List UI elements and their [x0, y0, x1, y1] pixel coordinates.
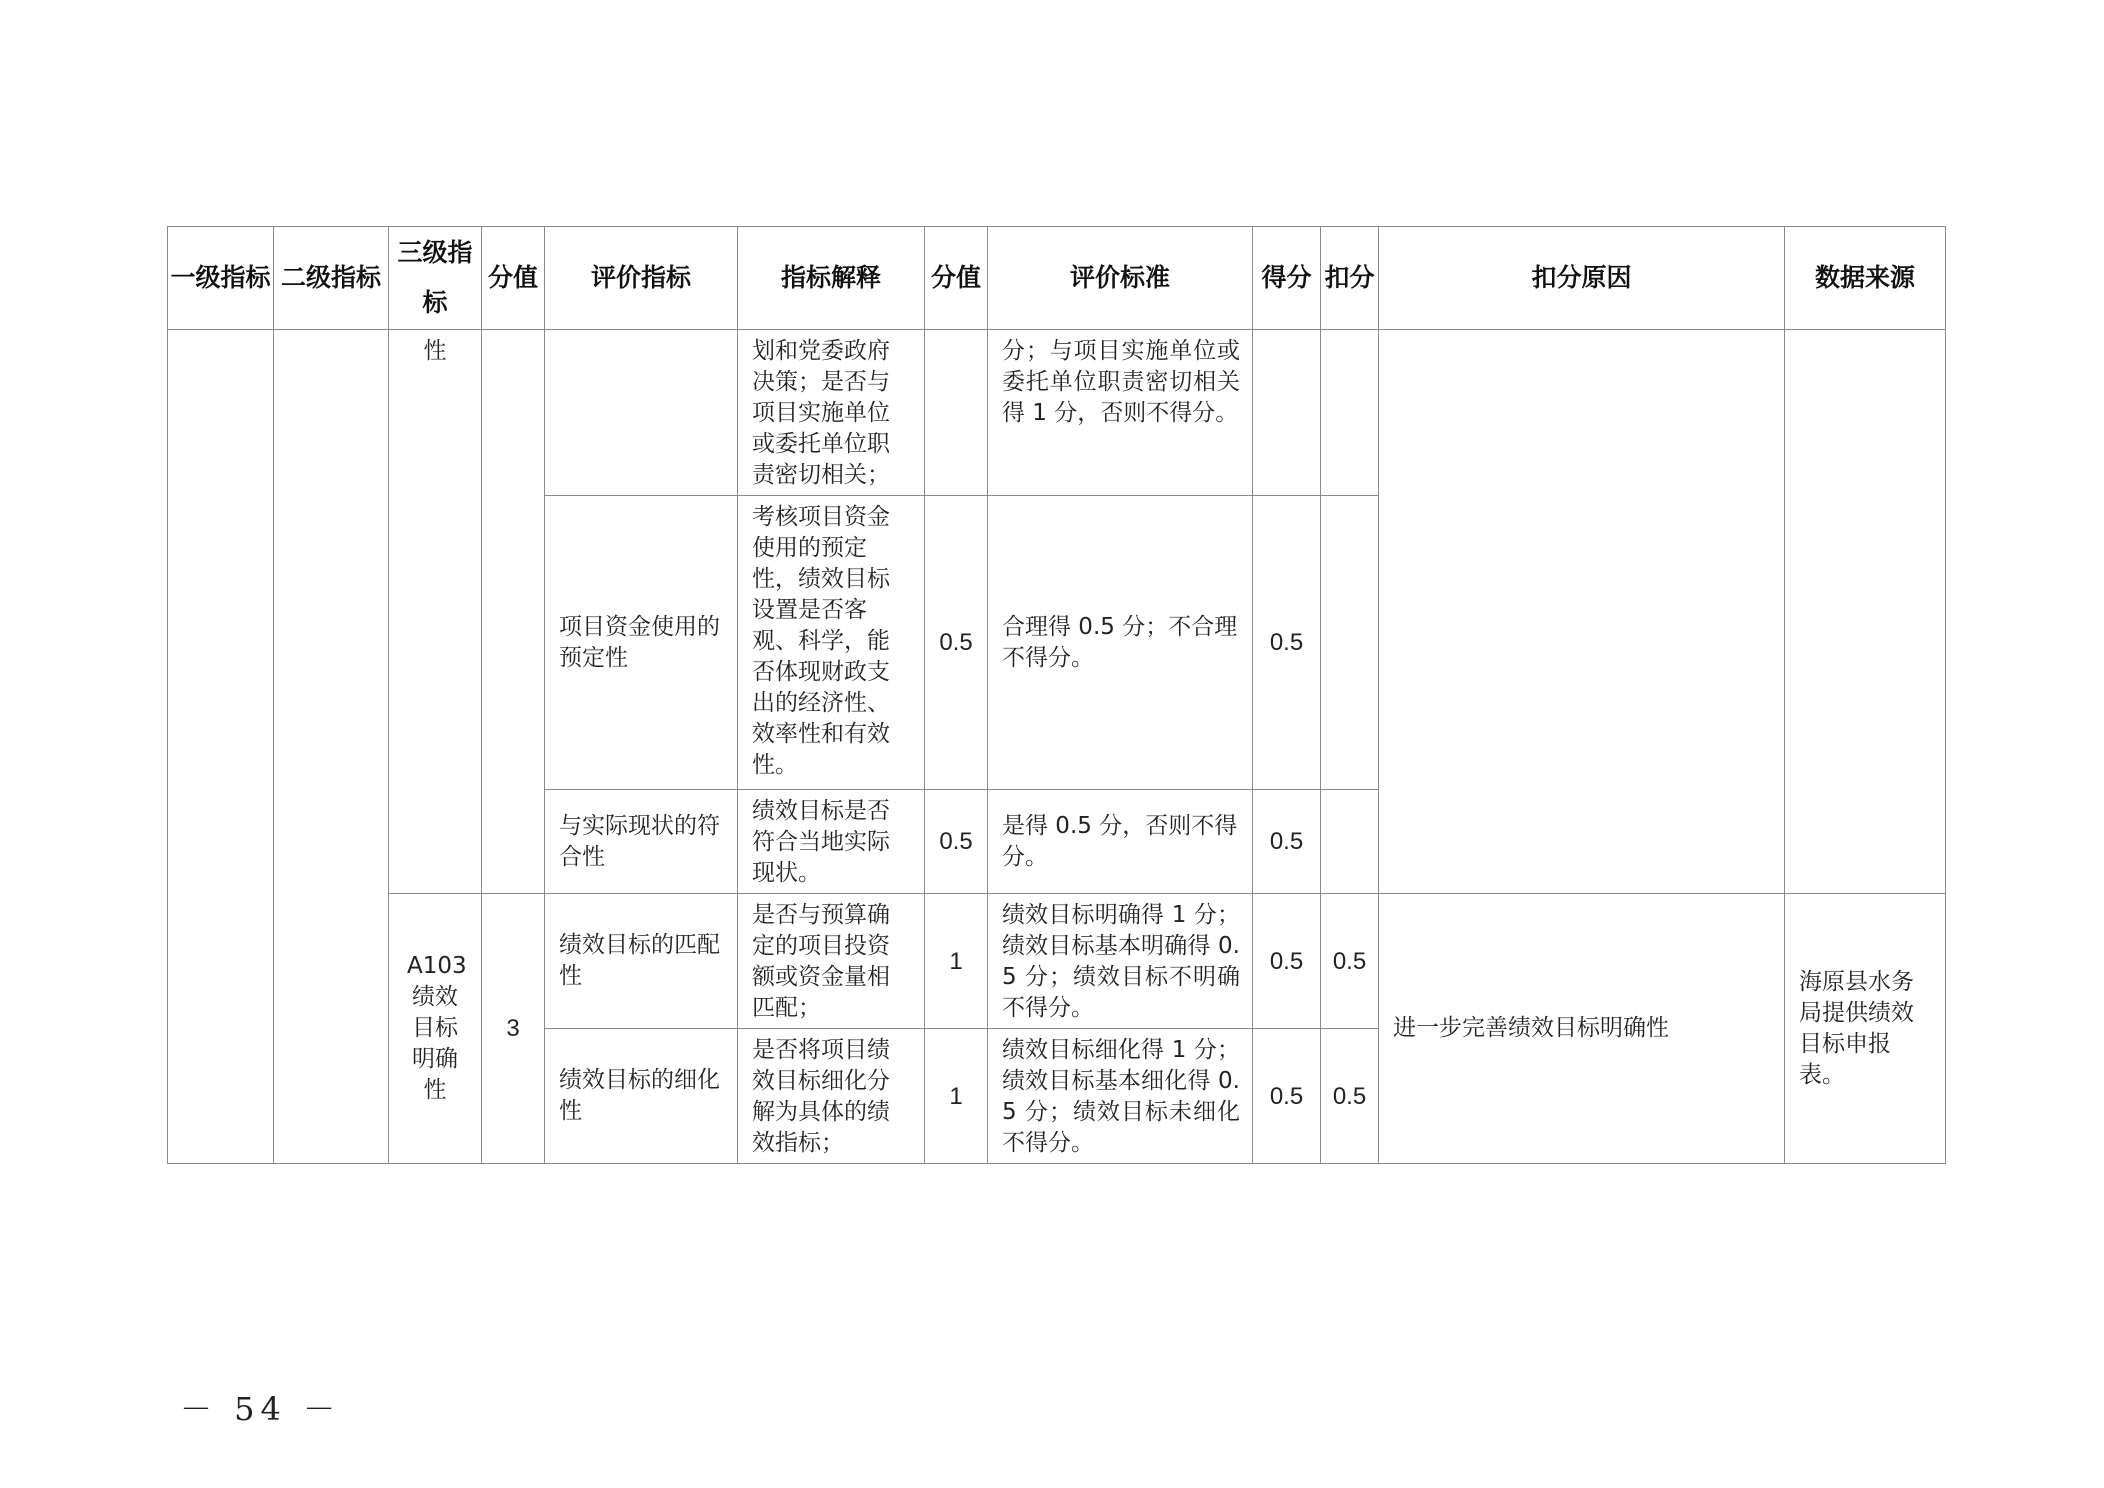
source-cell: 海原县水务局提供绩效目标申报表。: [1785, 894, 1946, 1164]
standard-cell: 绩效目标细化得 1 分；绩效目标基本细化得 0.5 分；绩效目标未细化不得分。: [988, 1029, 1253, 1164]
standard-cell: 合理得 0.5 分；不合理不得分。: [988, 496, 1253, 790]
page-number: － 54 －: [180, 1390, 342, 1428]
level3-a103-cell: A103绩效目标明确性: [389, 894, 482, 1164]
header-level3: 三级指标: [389, 227, 482, 330]
explanation-cell: 是否与预算确定的项目投资额或资金量相匹配；: [738, 894, 925, 1029]
header-deduct: 扣分: [1321, 227, 1379, 330]
indicator-score-cell: 0.5: [925, 790, 988, 894]
header-standard: 评价标准: [988, 227, 1253, 330]
indicator-score-cell: 1: [925, 894, 988, 1029]
table-row: [168, 894, 1946, 1029]
deduct-cell: [1321, 790, 1379, 894]
indicator-score-continued-cell: [925, 330, 988, 496]
standard-cell: 绩效目标明确得 1 分；绩效目标基本明确得 0.5 分；绩效目标不明确不得分。: [988, 894, 1253, 1029]
level1-cell: [168, 330, 274, 1164]
deduct-continued-cell: [1321, 330, 1379, 496]
indicator-score-cell: 0.5: [925, 496, 988, 790]
got-score-cell: 0.5: [1253, 894, 1321, 1029]
deduct-cell: [1321, 496, 1379, 790]
got-score-cell: 0.5: [1253, 1029, 1321, 1164]
header-indicator: 评价指标: [545, 227, 738, 330]
evaluation-table: [167, 226, 1946, 1164]
header-row: [168, 227, 1946, 330]
evaluation-table-container: [167, 226, 1945, 1156]
level3-continued-cell: 性: [389, 330, 482, 894]
indicator-continued-cell: [545, 330, 738, 496]
standard-continued-cell: 分；与项目实施单位或委托单位职责密切相关得 1 分，否则不得分。: [988, 330, 1253, 496]
indicator-cell: 项目资金使用的预定性: [545, 496, 738, 790]
header-indicator-score: 分值: [925, 227, 988, 330]
explanation-cell: 是否将项目绩效目标细化分解为具体的绩效指标；: [738, 1029, 925, 1164]
header-level2: 二级指标: [274, 227, 389, 330]
table-row-continued: [168, 330, 1946, 496]
explanation-continued-cell: 划和党委政府决策；是否与项目实施单位或委托单位职责密切相关；: [738, 330, 925, 496]
header-level1: 一级指标: [168, 227, 274, 330]
header-got-score: 得分: [1253, 227, 1321, 330]
reason-cell: 进一步完善绩效目标明确性: [1379, 894, 1785, 1164]
reason-cell-upper: [1379, 330, 1785, 894]
level2-cell: [274, 330, 389, 1164]
got-continued-cell: [1253, 330, 1321, 496]
header-reason: 扣分原因: [1379, 227, 1785, 330]
indicator-cell: 与实际现状的符合性: [545, 790, 738, 894]
score-a103-cell: 3: [482, 894, 545, 1164]
source-cell-upper: [1785, 330, 1946, 894]
indicator-score-cell: 1: [925, 1029, 988, 1164]
header-score: 分值: [482, 227, 545, 330]
indicator-cell: 绩效目标的细化性: [545, 1029, 738, 1164]
indicator-cell: 绩效目标的匹配性: [545, 894, 738, 1029]
deduct-cell: 0.5: [1321, 1029, 1379, 1164]
header-source: 数据来源: [1785, 227, 1946, 330]
score-continued-cell: [482, 330, 545, 894]
deduct-cell: 0.5: [1321, 894, 1379, 1029]
standard-cell: 是得 0.5 分，否则不得分。: [988, 790, 1253, 894]
got-score-cell: 0.5: [1253, 790, 1321, 894]
got-score-cell: 0.5: [1253, 496, 1321, 790]
explanation-cell: 绩效目标是否符合当地实际现状。: [738, 790, 925, 894]
header-explanation: 指标解释: [738, 227, 925, 330]
explanation-cell: 考核项目资金使用的预定性，绩效目标设置是否客观、科学，能否体现财政支出的经济性、效率性和有效性。: [738, 496, 925, 790]
